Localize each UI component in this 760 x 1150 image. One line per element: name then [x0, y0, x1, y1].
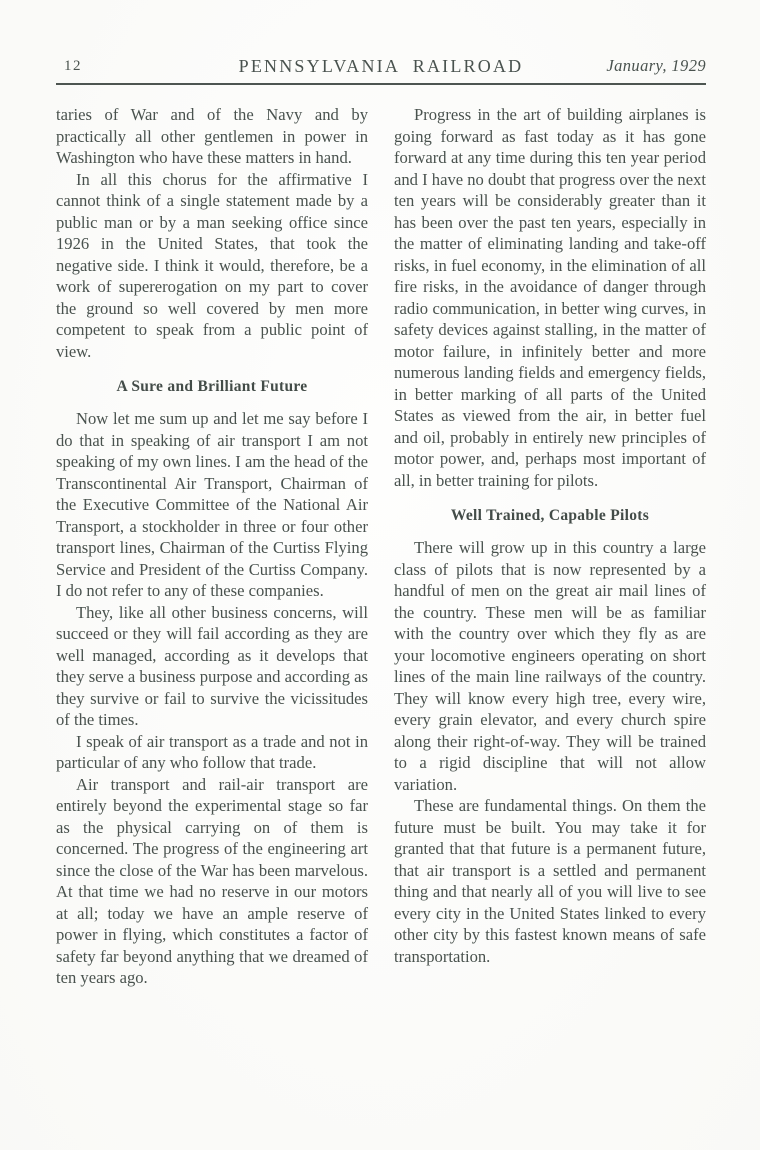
- publication-title: PENNSYLVANIA RAILROAD: [238, 56, 524, 76]
- page-number: 12: [64, 58, 82, 74]
- text-column-right: [394, 104, 706, 989]
- section-heading-right: Well Trained, Capable Pilots: [450, 507, 650, 524]
- paragraph: Progress in the art of building airplanes is going forward as fast today as it has gone forward at any time during this ten year period and I have no doubt that progress over the next ten years will be considerably greater than it has been over the past ten years, especially in the matter of eliminating landing and take-off risks, in fuel economy, in the elimination of all fire risks, in the avoidance of danger through radio communication, in better wing curves, in safety devices against stalling, in the matter of motor failure, in infinitely better and more numerous landing fields and emergency fields, in better marking of all parts of the United States as viewed from the air, in better fuel and oil, probably in entirely new principles of motor power, and, perhaps most important of all, in better training for pilots.: [394, 105, 706, 490]
- paragraph: These are fundamental things. On them the future must be built. You may take it for granted that that future is a permanent future, that air transport is a settled and permanent thing and that nearly all of you will live to see every city in the United States linked to every other city by this fastest known means of safe transportation.: [394, 796, 706, 966]
- issue-date: January, 1929: [606, 56, 706, 75]
- paragraph: Air transport and rail-air transport are entirely beyond the experimental stage so far as the physical carrying on of them is concerned. The progress of the engineering art since the close of the War has been marvelous. At that time we had no reserve in our motors at all; today we have an ample reserve of power in flying, which constitutes a factor of safety far beyond anything that we dreamed of ten years ago.: [56, 774, 368, 987]
- section-heading-left: A Sure and Brilliant Future: [116, 378, 308, 395]
- page-body: [56, 104, 706, 989]
- paragraph: Now let me sum up and let me say before I do that in speaking of air transport I am not speaking of my own lines. I am the head of the Transcontinental Air Transport, Chairman of the Executive Committee of the National Air Transport, a stockholder in three or four other transport lines, Chairman of the Curtiss Flying Service and President of the Curtiss Company. I do not refer to any of these companies.: [56, 409, 368, 600]
- paragraph: There will grow up in this country a large class of pilots that is now represented by a handful of men on the great air mail lines of the country. These men will be as familiar with the country over which they fly as are your locomotive engineers operating on short lines of the main line railways of the country. They will know every high tree, every wire, every grain elevator, and every church spire along their right-of-way. They will be trained to a rigid discipline that will not allow variation.: [394, 538, 706, 794]
- paragraph: In all this chorus for the affirmative I cannot think of a single statement made by a public man or by a man seeking office since 1926 in the United States, that took the negative side. I think it would, therefore, be a work of supererogation on my part to cover the ground so well covered by men more competent to speak from a public point of view.: [56, 169, 368, 361]
- paragraph: They, like all other business concerns, will succeed or they will fail according as they are well managed, according as it develops that they serve a business purpose and according as they survive or fail to survive the vicissitudes of the times.: [56, 602, 368, 729]
- header-rule: [56, 83, 706, 85]
- page-header: [56, 50, 706, 80]
- text-column-left: [56, 104, 368, 989]
- paragraph: I speak of air transport as a trade and not in particular of any who follow that trade.: [56, 731, 368, 772]
- paragraph: taries of War and of the Navy and by practically all other gentlemen in power in Washington who have these matters in hand.: [56, 105, 368, 167]
